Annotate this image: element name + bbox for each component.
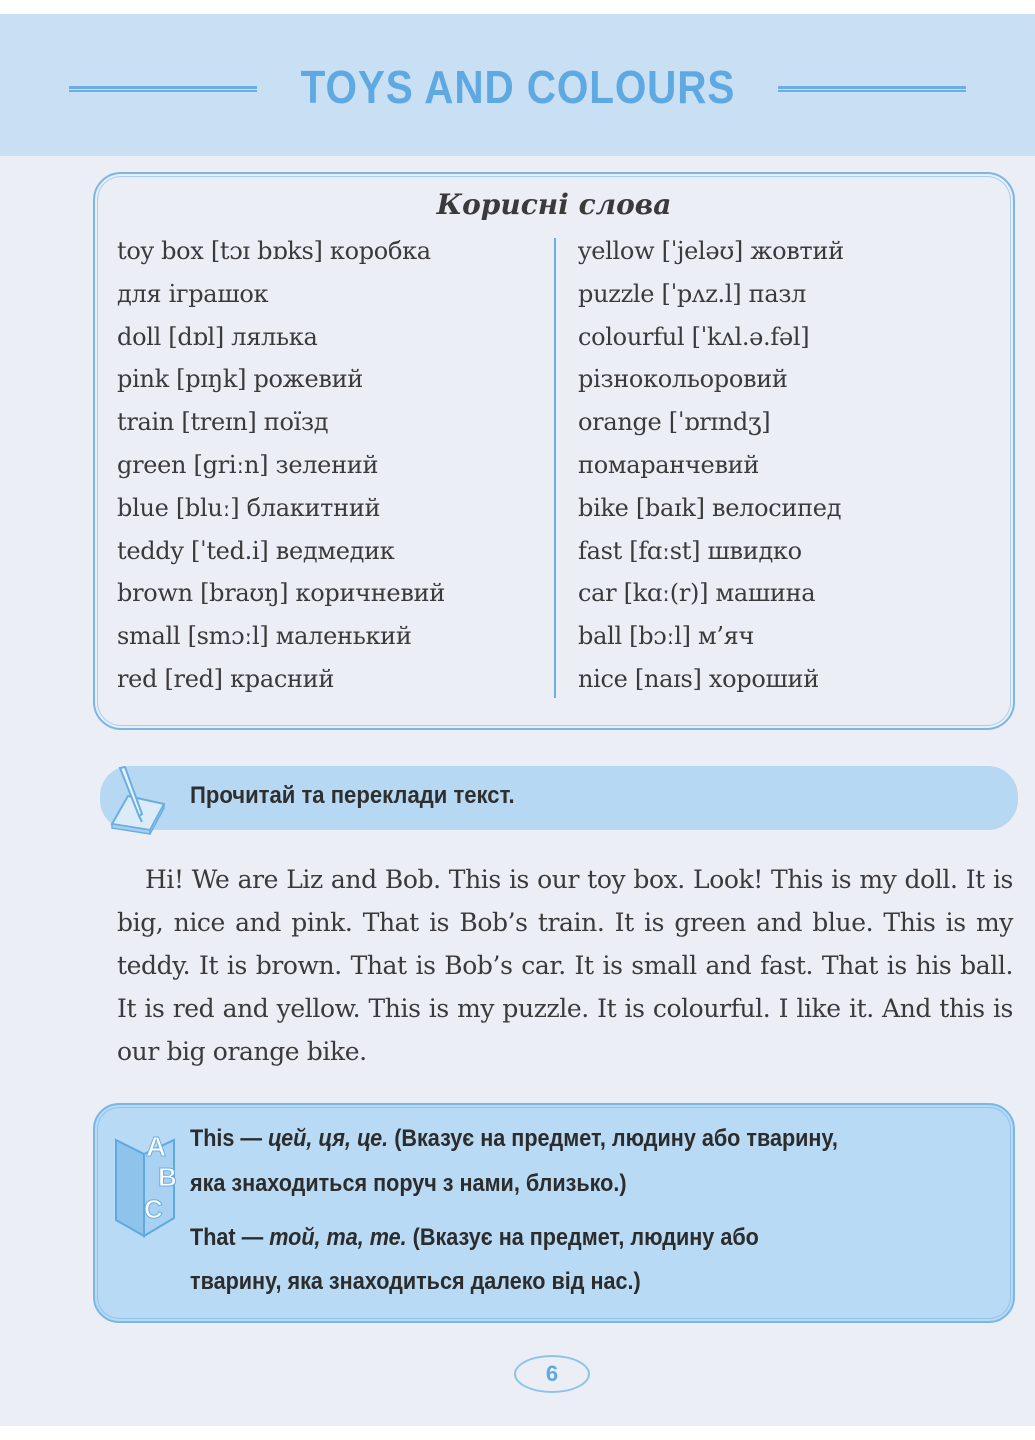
vocabulary-item: small [smɔːl] маленький xyxy=(117,622,412,651)
vocabulary-item: doll [dɒl] лялька xyxy=(117,322,318,351)
grammar-term-that: That — xyxy=(190,1224,264,1251)
vocabulary-item: ball [bɔːl] м’яч xyxy=(578,622,755,651)
abc-book-icon xyxy=(108,1118,184,1238)
vocabulary-item: puzzle [ˈpʌz.l] пазл xyxy=(578,279,807,308)
vocabulary-item: car [kɑː(r)] машина xyxy=(578,579,816,608)
vocabulary-item: green [griːn] зелений xyxy=(117,450,379,479)
vocabulary-item: orange [ˈɒrɪndʒ] xyxy=(578,408,771,437)
svg-text:A: A xyxy=(146,1131,167,1162)
vocabulary-item: pink [pɪŋk] рожевий xyxy=(117,365,363,394)
grammar-translation-that: той, та, те. xyxy=(269,1224,407,1251)
vocabulary-item: brown [braʊŋ] коричневий xyxy=(117,579,445,608)
title-decoration-right xyxy=(778,86,966,92)
vocabulary-item: teddy [ˈted.i] ведмедик xyxy=(117,536,395,565)
vocabulary-left-column xyxy=(117,230,547,701)
vocabulary-item: bike [baɪk] велосипед xyxy=(578,493,842,522)
vocabulary-item: blue [bluː] блакитний xyxy=(117,493,381,522)
vocabulary-item: помаранчевий xyxy=(578,450,760,479)
column-divider xyxy=(554,238,556,698)
vocabulary-item: train [treɪn] поїзд xyxy=(117,408,329,437)
vocabulary-item: різнокольоровий xyxy=(578,365,788,394)
vocabulary-item: для іграшок xyxy=(117,279,269,308)
svg-text:B: B xyxy=(158,1162,177,1192)
reading-text: Hi! We are Liz and Bob. This is our toy box. Look! This is my doll. It is big, nice and pink. That is Bob’s train. It is green and blue. This is my teddy. It is brown. That is Bob’s car. It is small and fast. That is his ball. It is red and yellow. This is my puzzle. It is colourful. I like it. And this is our big orange bike. xyxy=(117,865,1013,1066)
vocabulary-item: colourful [ˈkʌl.ə.fəl] xyxy=(578,322,810,351)
header-band xyxy=(0,14,1035,156)
grammar-that-line-2: тварину, яка знаходиться далеко від нас.) xyxy=(190,1268,641,1295)
page-title: TOYS AND COLOURS xyxy=(300,61,735,113)
title-row xyxy=(0,52,1035,122)
vocabulary-item: red [red] красний xyxy=(117,664,335,693)
vocabulary-item: yellow [ˈjeləʊ] жовтий xyxy=(578,237,844,265)
title-decoration-left xyxy=(69,86,257,92)
vocabulary-item: fast [fɑːst] швидко xyxy=(578,536,802,565)
grammar-this-line-2: яка знаходиться поруч з нами, близько.) xyxy=(190,1170,627,1197)
grammar-explanation-that: (Вказує на предмет, людину або xyxy=(412,1224,759,1251)
pencil-notepad-icon xyxy=(108,766,170,836)
grammar-explanation-this: (Вказує на предмет, людину або тварину, xyxy=(394,1125,838,1152)
vocabulary-item: nice [naɪs] хороший xyxy=(578,664,819,693)
vocabulary-item: toy box [tɔɪ bɒks] коробка xyxy=(117,237,431,265)
grammar-term-this: This — xyxy=(190,1125,263,1152)
instruction-text: Прочитай та переклади текст. xyxy=(190,782,515,809)
vocabulary-heading: Корисні слова xyxy=(436,188,672,221)
vocabulary-box xyxy=(93,172,1015,730)
vocabulary-right-column xyxy=(578,230,1008,701)
grammar-that-line-1 xyxy=(190,1224,759,1252)
grammar-translation-this: цей, ця, це. xyxy=(268,1125,389,1152)
grammar-this-line-1 xyxy=(190,1125,838,1153)
svg-text:C: C xyxy=(144,1194,163,1224)
page-number: 6 xyxy=(514,1355,590,1393)
